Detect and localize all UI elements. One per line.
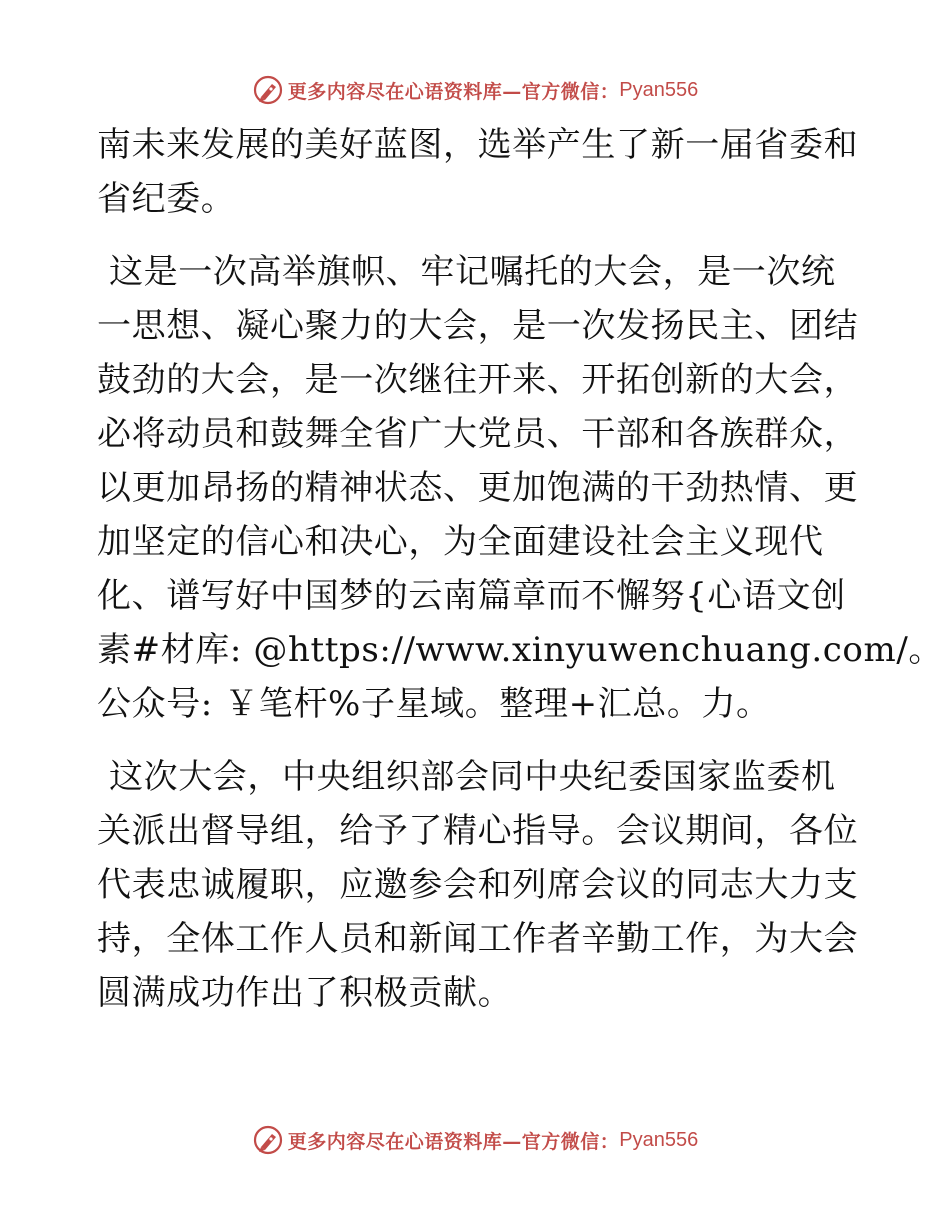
header-banner-handle: Pyan556 (619, 78, 699, 101)
paragraph-line-text: 这次大会，中央组织部会同中央纪委国家监委机 (109, 757, 836, 797)
paragraph-line: 素#材库: @https://www.xinyuwenchuang.com/。 (97, 630, 943, 670)
paragraph-line: 持，全体工作人员和新闻工作者辛勤工作，为大会 (97, 919, 859, 959)
paragraph-line (97, 245, 857, 299)
paragraph-line: 公众号: ￥笔杆%子星域。整理+汇总。力。 (97, 684, 771, 724)
footer-banner-handle: Pyan556 (619, 1128, 699, 1151)
paragraph-line: 化、谱写好中国梦的云南篇章而不懈努{心语文创 (97, 576, 846, 616)
pen-nib-logo-icon (252, 74, 284, 106)
header-banner-text: 更多内容尽在心语资料库—官方微信： (287, 80, 620, 103)
document-body (97, 118, 943, 1039)
paragraph-line: 代表忠诚履职，应邀参会和列席会议的同志大力支 (97, 865, 859, 905)
pen-nib-logo-icon (252, 1124, 284, 1156)
paragraph-line: 圆满成功作出了积极贡献。 (97, 973, 513, 1013)
paragraph-3 (97, 750, 857, 1020)
paragraph-line (97, 750, 857, 804)
footer-banner-text: 更多内容尽在心语资料库—官方微信： (287, 1130, 620, 1153)
paragraph-2 (97, 245, 943, 731)
paragraph-line: 鼓劲的大会，是一次继往开来、开拓创新的大会， (97, 360, 859, 400)
paragraph-1 (97, 118, 857, 226)
paragraph-line: 加坚定的信心和决心，为全面建设社会主义现代 (97, 522, 824, 562)
paragraph-line: 南未来发展的美好蓝图，选举产生了新一届省委和 (97, 125, 859, 165)
paragraph-line-text: 这是一次高举旗帜、牢记嘱托的大会，是一次统 (109, 252, 836, 292)
paragraph-line: 必将动员和鼓舞全省广大党员、干部和各族群众， (97, 414, 859, 454)
header-banner (0, 70, 950, 110)
paragraph-line: 省纪委。 (97, 179, 236, 219)
footer-banner (0, 1120, 950, 1160)
paragraph-line: 关派出督导组，给予了精心指导。会议期间，各位 (97, 811, 859, 851)
paragraph-line: 一思想、凝心聚力的大会，是一次发扬民主、团结 (97, 306, 859, 346)
paragraph-line: 以更加昂扬的精神状态、更加饱满的干劲热情、更 (97, 468, 859, 508)
